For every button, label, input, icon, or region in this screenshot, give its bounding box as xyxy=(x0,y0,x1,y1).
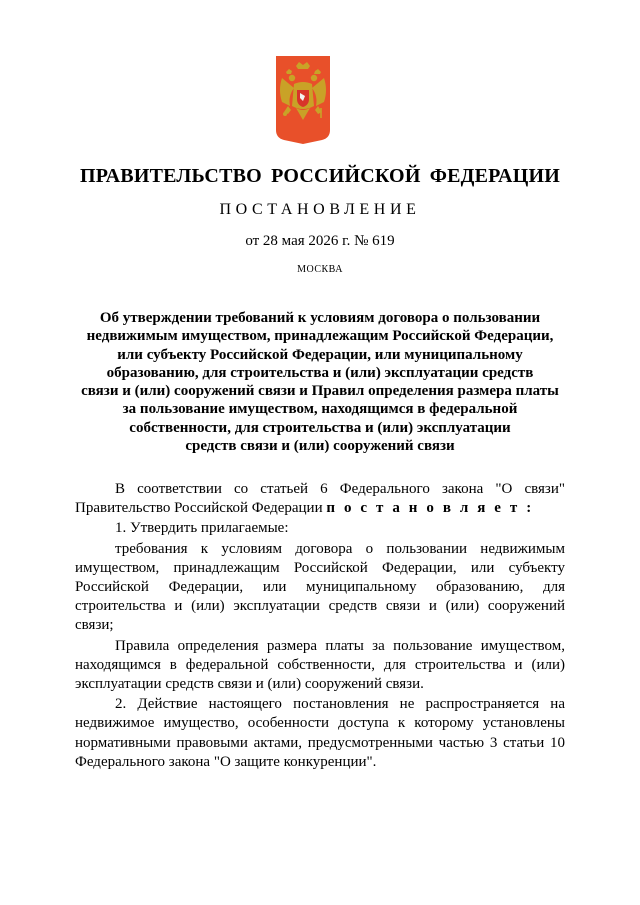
government-title: ПРАВИТЕЛЬСТВО РОССИЙСКОЙ ФЕДЕРАЦИИ xyxy=(80,165,560,187)
document-type: ПОСТАНОВЛЕНИЕ xyxy=(219,201,421,218)
coat-of-arms-icon xyxy=(276,56,330,144)
heading-line: собственности, для строительства и (или) эксплуатации xyxy=(129,419,511,436)
document-city: МОСКВА xyxy=(297,264,343,275)
item-1b-paragraph: Правила определения размера платы за пользование имуществом, находящимся в федеральной собственности, для строительства и (или) эксплуатации средств связи и (или) сооружений связи. xyxy=(75,637,565,693)
heading-line: за пользование имуществом, находящимся в федеральной xyxy=(122,401,518,418)
preamble-text: В соответствии со статьей 6 Федерального закона "О связи" Правительство Российской Федерации xyxy=(75,481,565,517)
preamble-paragraph xyxy=(75,480,565,518)
heading-line: связи и (или) сооружений связи и Правил определения размера платы xyxy=(81,383,559,400)
document-date-number: от 28 мая 2026 г. № 619 xyxy=(245,233,395,249)
document-heading xyxy=(70,309,570,455)
item-1a-paragraph: требования к условиям договора о пользовании недвижимым имуществом, принадлежащим Российской Федерации, или субъекту Российской Федерации, или муниципальному образованию, для строительства и (или) эксплуатации средств связи и (или) сооружений связи; xyxy=(75,540,565,634)
heading-line: Об утверждении требований к условиям договора о пользовании xyxy=(99,310,541,326)
resolves-word: п о с т а н о в л я е т : xyxy=(326,500,534,517)
document-body xyxy=(75,480,565,772)
heading-line: средств связи и (или) сооружений связи xyxy=(185,438,455,455)
item-1-paragraph: 1. Утвердить прилагаемые: xyxy=(115,520,289,537)
item-2-paragraph: 2. Действие настоящего постановления не распространяется на недвижимое имущество, особенности доступа к которому установлены нормативными правовыми актами, предусмотренными частью 3 статьи 10 Федерального закона "О защите конкуренции". xyxy=(75,696,565,770)
heading-line: или субъекту Российской Федерации, или муниципальному xyxy=(117,346,523,363)
heading-line: недвижимым имуществом, принадлежащим Российской Федерации, xyxy=(86,328,554,345)
heading-line: образованию, для строительства и (или) эксплуатации средств xyxy=(106,364,534,381)
